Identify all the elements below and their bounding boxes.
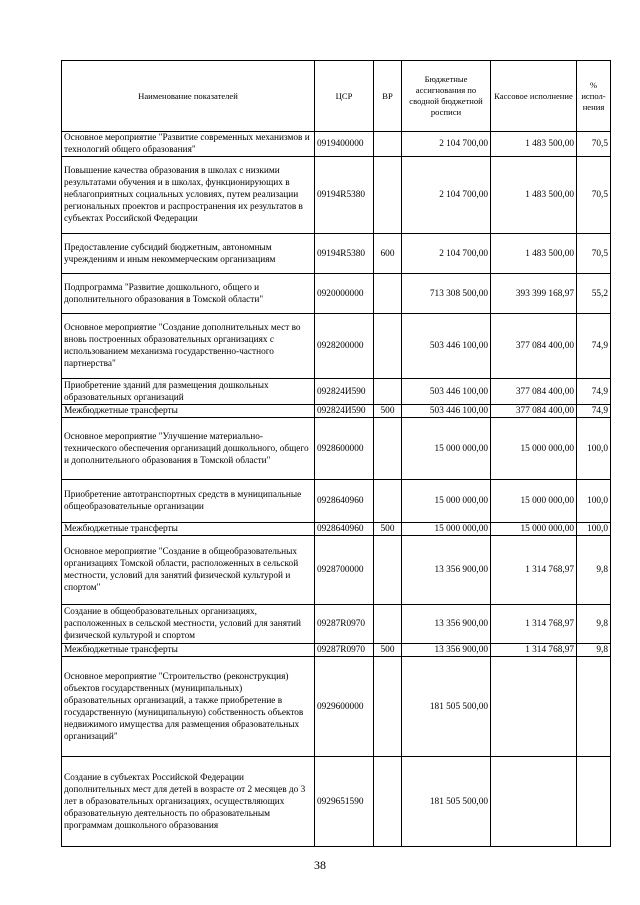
row-csr: 09287R0970 xyxy=(315,605,374,644)
row-budget: 15 000 000,00 xyxy=(402,523,491,536)
row-percent: 9,8 xyxy=(577,536,611,605)
table-row xyxy=(62,536,611,605)
row-percent: 55,2 xyxy=(577,274,611,314)
header-cash: Кассовое исполнение xyxy=(491,61,577,132)
row-csr: 09194R5380 xyxy=(315,157,374,234)
table-row xyxy=(62,523,611,536)
row-percent: 9,8 xyxy=(577,605,611,644)
row-csr: 0928200000 xyxy=(315,314,374,379)
row-name: Основное мероприятие "Создание в общеобразовательных организациях Томской области, расположенных в сельской местности, условий для занятий физической культурой и спортом" xyxy=(62,536,315,605)
row-vr xyxy=(374,132,402,157)
row-csr: 0928640960 xyxy=(315,523,374,536)
row-cash: 393 399 168,97 xyxy=(491,274,577,314)
row-cash xyxy=(491,657,577,757)
row-budget: 13 356 900,00 xyxy=(402,605,491,644)
row-name: Приобретение автотранспортных средств в муниципальные общеобразовательные организации xyxy=(62,480,315,523)
row-budget: 13 356 900,00 xyxy=(402,644,491,657)
row-name: Основное мероприятие "Развитие современных механизмов и технологий общего образования" xyxy=(62,132,315,157)
table-row xyxy=(62,379,611,405)
row-name: Создание в субъектах Российской Федерации дополнительных мест для детей в возрасте от 2 месяцев до 3 лет в образовательных организациях, осуществляющих образовательную деятельность по образовательным программам дошкольного образования xyxy=(62,757,315,847)
row-cash: 1 314 768,97 xyxy=(491,536,577,605)
row-name: Создание в общеобразовательных организациях, расположенных в сельской местности, условий для занятий физической культурой и спортом xyxy=(62,605,315,644)
row-csr: 09194R5380 xyxy=(315,234,374,274)
row-budget: 503 446 100,00 xyxy=(402,379,491,405)
row-vr xyxy=(374,657,402,757)
row-cash: 377 084 400,00 xyxy=(491,379,577,405)
table-row xyxy=(62,657,611,757)
header-percent: % испол-нения xyxy=(577,61,611,132)
row-cash xyxy=(491,757,577,847)
row-name: Подпрограмма "Развитие дошкольного, общего и дополнительного образования в Томской области" xyxy=(62,274,315,314)
row-csr: 0928700000 xyxy=(315,536,374,605)
row-cash: 1 483 500,00 xyxy=(491,157,577,234)
row-cash: 15 000 000,00 xyxy=(491,480,577,523)
table-row xyxy=(62,418,611,480)
row-cash: 1 483 500,00 xyxy=(491,234,577,274)
row-percent xyxy=(577,757,611,847)
row-csr: 0919400000 xyxy=(315,132,374,157)
row-name: Приобретение зданий для размещения дошкольных образовательных организаций xyxy=(62,379,315,405)
row-vr: 500 xyxy=(374,523,402,536)
row-percent xyxy=(577,657,611,757)
row-vr xyxy=(374,418,402,480)
row-budget: 503 446 100,00 xyxy=(402,314,491,379)
row-name: Межбюджетные трансферты xyxy=(62,523,315,536)
row-percent: 100,0 xyxy=(577,523,611,536)
table-row xyxy=(62,157,611,234)
row-budget: 2 104 700,00 xyxy=(402,132,491,157)
row-vr xyxy=(374,379,402,405)
row-vr xyxy=(374,480,402,523)
header-budget: Бюджетные ассигнования по сводной бюджетной росписи xyxy=(402,61,491,132)
row-percent: 9,8 xyxy=(577,644,611,657)
table-row xyxy=(62,234,611,274)
row-budget: 181 505 500,00 xyxy=(402,757,491,847)
table-header-row xyxy=(62,61,611,132)
row-vr xyxy=(374,757,402,847)
row-percent: 100,0 xyxy=(577,418,611,480)
table-row xyxy=(62,605,611,644)
row-percent: 70,5 xyxy=(577,157,611,234)
row-csr: 09287R0970 xyxy=(315,644,374,657)
row-vr xyxy=(374,274,402,314)
header-csr: ЦСР xyxy=(315,61,374,132)
row-vr xyxy=(374,314,402,379)
row-name: Основное мероприятие "Строительство (реконструкция) объектов государственных (муниципальных) образовательных организаций, а также приобретение в государственную (муниципальную) собственность объектов недвижимого имущества для размещения образовательных организаций" xyxy=(62,657,315,757)
row-budget: 503 446 100,00 xyxy=(402,405,491,418)
row-percent: 74,9 xyxy=(577,314,611,379)
row-budget: 15 000 000,00 xyxy=(402,480,491,523)
row-cash: 1 314 768,97 xyxy=(491,644,577,657)
row-budget: 181 505 500,00 xyxy=(402,657,491,757)
row-csr: 092824И590 xyxy=(315,405,374,418)
row-name: Основное мероприятие "Создание дополнительных мест во вновь построенных образовательных организациях с использованием механизма государственно-частного партнерства" xyxy=(62,314,315,379)
row-cash: 15 000 000,00 xyxy=(491,418,577,480)
row-csr: 0928600000 xyxy=(315,418,374,480)
header-name: Наименование показателей xyxy=(62,61,315,132)
row-budget: 2 104 700,00 xyxy=(402,234,491,274)
row-percent: 74,9 xyxy=(577,405,611,418)
table-row xyxy=(62,405,611,418)
row-cash: 15 000 000,00 xyxy=(491,523,577,536)
table-row xyxy=(62,644,611,657)
row-budget: 713 308 500,00 xyxy=(402,274,491,314)
row-vr: 500 xyxy=(374,405,402,418)
table-row xyxy=(62,480,611,523)
row-vr: 500 xyxy=(374,644,402,657)
row-budget: 2 104 700,00 xyxy=(402,157,491,234)
row-percent: 70,5 xyxy=(577,234,611,274)
row-name: Межбюджетные трансферты xyxy=(62,644,315,657)
row-cash: 377 084 400,00 xyxy=(491,405,577,418)
row-csr: 092824И590 xyxy=(315,379,374,405)
header-vr: ВР xyxy=(374,61,402,132)
row-csr: 0920000000 xyxy=(315,274,374,314)
row-percent: 100,0 xyxy=(577,480,611,523)
row-csr: 0929651590 xyxy=(315,757,374,847)
row-percent: 70,5 xyxy=(577,132,611,157)
row-vr xyxy=(374,157,402,234)
row-vr xyxy=(374,605,402,644)
row-budget: 13 356 900,00 xyxy=(402,536,491,605)
row-cash: 377 084 400,00 xyxy=(491,314,577,379)
row-vr: 600 xyxy=(374,234,402,274)
row-cash: 1 483 500,00 xyxy=(491,132,577,157)
table-row xyxy=(62,314,611,379)
row-name: Основное мероприятие "Улучшение материально-технического обеспечения организаций дошкольного, общего и дополнительного образования в Томской области" xyxy=(62,418,315,480)
budget-execution-table xyxy=(61,60,611,847)
row-name: Повышение качества образования в школах с низкими результатами обучения и в школах, функционирующих в неблагоприятных социальных условиях, путем реализации региональных проектов и распространения их результатов в субъектах Российской Федерации xyxy=(62,157,315,234)
row-csr: 0928640960 xyxy=(315,480,374,523)
table-row xyxy=(62,132,611,157)
row-csr: 0929600000 xyxy=(315,657,374,757)
table-row xyxy=(62,274,611,314)
row-name: Межбюджетные трансферты xyxy=(62,405,315,418)
row-budget: 15 000 000,00 xyxy=(402,418,491,480)
page-number: 38 xyxy=(314,858,326,872)
row-percent: 74,9 xyxy=(577,379,611,405)
table-row xyxy=(62,757,611,847)
row-vr xyxy=(374,536,402,605)
row-name: Предоставление субсидий бюджетным, автономным учреждениям и иным некоммерческим организациям xyxy=(62,234,315,274)
row-cash: 1 314 768,97 xyxy=(491,605,577,644)
